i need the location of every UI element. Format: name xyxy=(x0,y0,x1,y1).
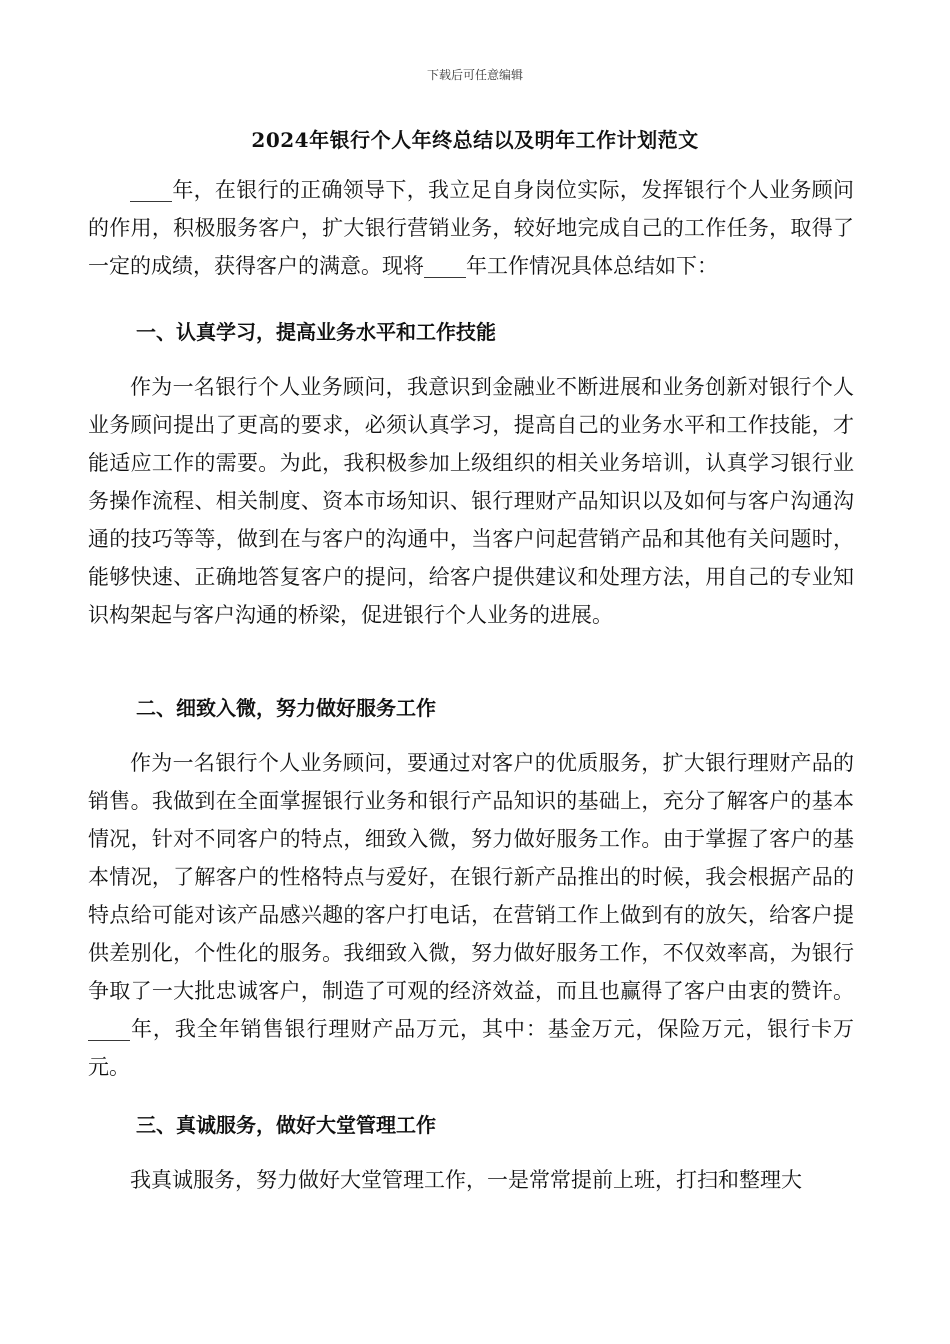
section-2-text: 作为一名银行个人业务顾问，要通过对客户的优质服务，扩大银行理财产品的销售。我做到在全面掌握银行业务和银行产品知识的基础上，充分了解客户的基本情况，针对不同客户的特点，细致入微，努力做好服务工作。由于掌握了客户的基本情况，了解客户的性格特点与爱好，在银行新产品推出的时候，我会根据产品的特点给可能对该产品感兴趣的客户打电话，在营销工作上做到有的放矢，给客户提供差别化，个性化的服务。我细致入微，努力做好服务工作，不仅效率高，为银行争取了一大批忠诚客户，制造了可观的经济效益，而且也赢得了客户由衷的赞许。____年，我全年销售银行理财产品万元，其中：基金万元，保险万元，银行卡万元。 xyxy=(88,751,854,1079)
document-title: 2024年银行个人年终总结以及明年工作计划范文 xyxy=(251,128,699,152)
intro-text: ____年，在银行的正确领导下，我立足自身岗位实际，发挥银行个人业务顾问的作用，积极服务客户，扩大银行营销业务，较好地完成自己的工作任务，取得了一定的成绩，获得客户的满意。现将____年工作情况具体总结如下： xyxy=(88,178,854,278)
section-2-paragraph xyxy=(88,744,854,1086)
section-3-heading: 三、真诚服务，做好大堂管理工作 xyxy=(136,1113,436,1137)
section-1-heading: 一、认真学习，提高业务水平和工作技能 xyxy=(136,320,496,344)
section-1-paragraph xyxy=(88,368,854,634)
page-header-caption: 下载后可任意编辑 xyxy=(426,68,523,82)
section-1-text: 作为一名银行个人业务顾问，我意识到金融业不断进展和业务创新对银行个人业务顾问提出了更高的要求，必须认真学习，提高自己的业务水平和工作技能，才能适应工作的需要。为此，我积极参加上级组织的相关业务培训，认真学习银行业务操作流程、相关制度、资本市场知识、银行理财产品知识以及如何与客户沟通沟通的技巧等等，做到在与客户的沟通中，当客户问起营销产品和其他有关问题时，能够快速、正确地答复客户的提问，给客户提供建议和处理方法，用自己的专业知识构架起与客户沟通的桥梁，促进银行个人业务的进展。 xyxy=(88,375,854,627)
section-3-text: 我真诚服务，努力做好大堂管理工作，一是常常提前上班，打扫和整理大 xyxy=(130,1168,802,1192)
section-2-heading: 二、细致入微，努力做好服务工作 xyxy=(136,696,436,720)
section-3-paragraph xyxy=(88,1161,854,1199)
intro-paragraph xyxy=(88,171,854,285)
